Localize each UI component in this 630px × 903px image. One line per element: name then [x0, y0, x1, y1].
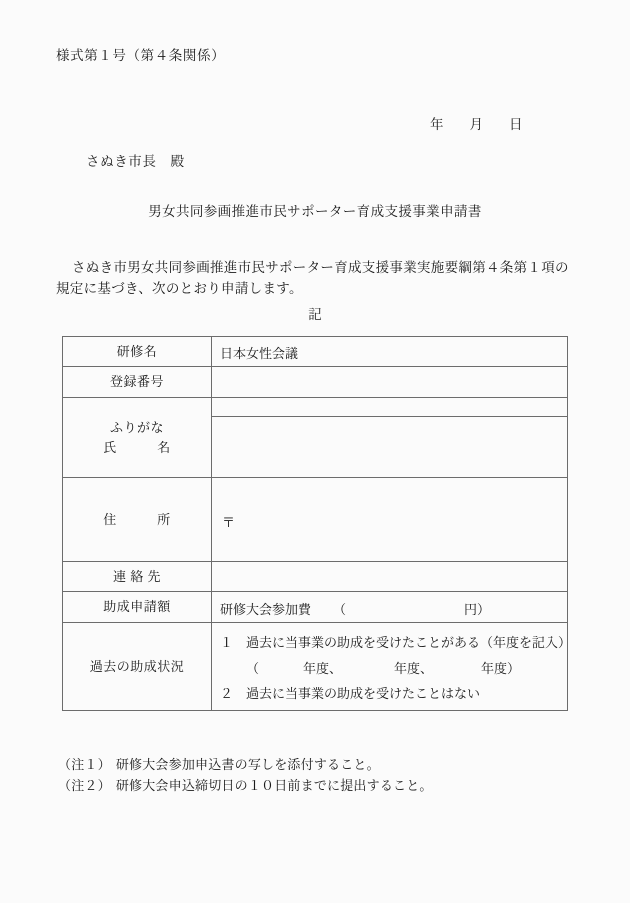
date-month-label: 月	[469, 117, 483, 132]
form-number: 様式第１号（第４条関係）	[56, 48, 226, 63]
label-grant-amount: 助成申請額	[63, 592, 212, 623]
value-grant-amount[interactable]	[212, 592, 568, 623]
table-row-training-name	[63, 337, 568, 367]
name-input-area[interactable]	[212, 417, 567, 477]
value-past-grants[interactable]	[212, 623, 572, 711]
table-row-contact	[63, 562, 568, 592]
date-year-label: 年	[430, 117, 444, 132]
year-open-paren: （	[246, 660, 260, 676]
year-slot-2: 年度、	[394, 660, 434, 676]
table-row-applicant-name	[63, 398, 568, 478]
date-day-label: 日	[509, 117, 523, 132]
year-slot-3: 年度）	[481, 660, 521, 676]
value-address[interactable]	[212, 478, 568, 562]
option-1-text: 過去に当事業の助成を受けたことがある（年度を記入）	[246, 635, 572, 651]
footnote-2-label: （注２）	[58, 778, 111, 794]
furigana-input-area[interactable]	[212, 399, 567, 417]
label-training-name: 研修名	[63, 337, 212, 367]
registration-number-text	[220, 380, 567, 385]
label-furigana: ふりがな	[109, 420, 164, 435]
body-line-2: 規定に基づき、次のとおり申請します。	[56, 280, 303, 296]
label-name: 氏 名	[103, 439, 171, 455]
label-registration-number: 登録番号	[63, 367, 212, 398]
grant-fee-label: 研修大会参加費	[220, 601, 312, 617]
grant-unit-label: 円）	[464, 601, 491, 617]
label-address: 住 所	[63, 478, 212, 562]
addressee-honorific: 殿	[170, 154, 185, 169]
past-grants-options	[220, 626, 572, 706]
table-row-address	[63, 478, 568, 562]
value-applicant-name[interactable]	[212, 398, 568, 478]
table-row-grant-amount	[63, 592, 568, 623]
footnote-2-text: 研修大会申込締切日の１０日前までに提出すること。	[115, 778, 433, 794]
date-line	[430, 113, 523, 133]
body-paragraph	[56, 258, 586, 300]
option-2-text: 過去に当事業の助成を受けたことはない	[246, 686, 481, 702]
option-1-number: １	[220, 635, 234, 651]
table-row-registration-number	[63, 367, 568, 398]
year-slot-1: 年度、	[303, 660, 343, 676]
ki-marker: 記	[308, 307, 322, 322]
body-line-1: さぬき市男女共同参画推進市民サポーター育成支援事業実施要綱第４条第１項の	[72, 260, 569, 275]
option-2-number: ２	[220, 686, 234, 702]
label-contact: 連 絡 先	[63, 562, 212, 592]
footnote-1-text: 研修大会参加申込書の写しを添付すること。	[115, 757, 380, 772]
table-row-past-grants	[63, 623, 568, 711]
value-registration-number[interactable]	[212, 367, 568, 398]
label-applicant-name	[63, 398, 212, 478]
value-contact[interactable]	[212, 562, 568, 592]
value-training-name[interactable]	[212, 337, 568, 367]
application-form-table	[62, 336, 572, 711]
postal-mark-icon: 〒	[222, 514, 236, 530]
footnote-2	[58, 775, 433, 796]
training-name-text: 日本女性会議	[220, 346, 299, 362]
addressee-line	[86, 150, 185, 170]
past-grants-year-entry[interactable]	[220, 656, 567, 681]
footnotes	[58, 754, 433, 796]
footnote-1	[58, 754, 433, 775]
footnote-1-label: （注１）	[58, 757, 111, 772]
past-grants-option-1[interactable]	[220, 630, 572, 655]
contact-text	[220, 574, 567, 579]
addressee-name: さぬき市長	[86, 154, 157, 169]
grant-open-paren: （	[333, 601, 347, 617]
past-grants-option-2[interactable]	[220, 681, 567, 706]
grant-amount-line	[220, 595, 567, 620]
page-title: 男女共同参画推進市民サポーター育成支援事業申請書	[148, 204, 482, 219]
label-past-grants: 過去の助成状況	[63, 623, 212, 711]
